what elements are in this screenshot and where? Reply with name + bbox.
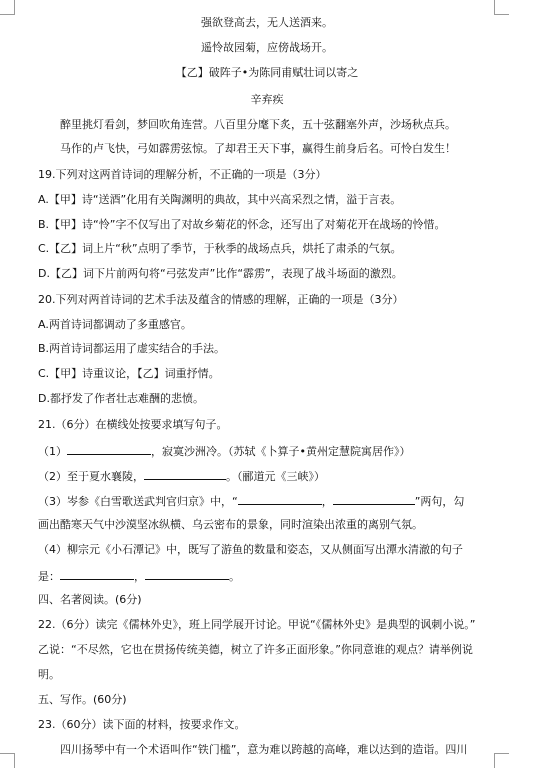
text-line: 明。 <box>38 668 60 681</box>
question-20: 20.下列对两首诗词的艺术手法及蕴含的情感的理解，正确的一项是（3分） <box>38 293 404 306</box>
answer-blank[interactable] <box>145 568 229 580</box>
question-19: 19.下列对这两首诗词的理解分析，不正确的一项是（3分） <box>38 168 327 181</box>
question-23: 23.（60分）读下面的材料，按要求作文。 <box>38 718 246 731</box>
poem-author: 辛弃疾 <box>250 93 284 106</box>
fill-blank-item: （1） ，寂寞沙洲冷。（苏轼《卜算子•黄州定慧院寓居作》） <box>38 445 411 458</box>
question-22: 22.（6分）读完《儒林外史》，班上同学展开讨论。甲说“《儒林外史》是典型的讽刺小说。” <box>38 618 476 631</box>
option-b: B.【甲】诗“怜”字不仅写出了对故乡菊花的怀念，还写出了对菊花开在战场的怜惜。 <box>38 218 446 231</box>
text-line: 四川扬琴中有一个术语叫作“铁门槛”，意为难以跨越的高峰，难以达到的造诣。四川 <box>60 743 468 756</box>
option-d: D.都抒发了作者壮志难酬的悲愤。 <box>38 392 204 405</box>
answer-blank[interactable] <box>333 493 415 505</box>
text-line: 画出酷寒天气中沙漠坚冰纵横、乌云密布的景象，同时渲染出浓重的离别气氛。 <box>38 518 423 531</box>
option-d: D.【乙】词下片前两句将“弓弦发声”比作“霹雳”，表现了战斗场面的激烈。 <box>38 267 403 280</box>
poem-title: 【乙】破阵子•为陈同甫赋壮词以寄之 <box>175 66 359 79</box>
text-line: 乙说：“不尽然，它也在贯扬传统美德，树立了许多正面形象。”你同意谁的观点？请举例说 <box>38 643 473 656</box>
poem-line: 遥怜故园菊，应傍战场开。 <box>201 41 333 54</box>
fill-blank-item: 是： ， 。 <box>38 570 240 583</box>
option-a: A.两首诗词都调动了多重感官。 <box>38 318 192 331</box>
option-b: B.两首诗词都运用了虚实结合的手法。 <box>38 342 226 355</box>
answer-blank[interactable] <box>60 568 134 580</box>
poem-line: 强欲登高去，无人送酒来。 <box>201 16 333 29</box>
answer-blank[interactable] <box>238 493 322 505</box>
poem-line: 马作的卢飞快，弓如霹雳弦惊。了却君王天下事，赢得生前身后名。可怜白发生！ <box>60 142 456 155</box>
page-corner-mark <box>494 0 509 15</box>
section-heading: 四、名著阅读。(6分) <box>38 593 142 606</box>
section-heading: 五、写作。(60分) <box>38 693 127 706</box>
fill-blank-item: （4）柳宗元《小石潭记》中，既写了游鱼的数量和姿态，又从侧面写出潭水清澈的句子 <box>38 543 463 556</box>
option-c: C.【甲】诗重议论，【乙】词重抒情。 <box>38 367 220 380</box>
poem-line: 醉里挑灯看剑，梦回吹角连营。八百里分麾下炙，五十弦翻塞外声，沙场秋点兵。 <box>60 118 456 131</box>
page-corner-mark <box>0 0 15 15</box>
page-corner-mark <box>0 753 15 768</box>
answer-blank[interactable] <box>144 468 226 480</box>
page-corner-mark <box>494 753 509 768</box>
answer-blank[interactable] <box>67 443 151 455</box>
fill-blank-item: （2）至于夏水襄陵， 。（郦道元《三峡》） <box>38 470 325 483</box>
fill-blank-item: （3）岑参《白雪歌送武判官归京》中，“ ， ”两句，勾 <box>38 495 465 508</box>
option-a: A.【甲】诗“送酒”化用有关陶渊明的典故，其中兴高采烈之情，溢于言表。 <box>38 193 402 206</box>
option-c: C.【乙】词上片“秋”点明了季节，于秋季的战场点兵，烘托了肃杀的气氛。 <box>38 242 402 255</box>
question-21: 21.（6分）在横线处按要求填写句子。 <box>38 418 228 431</box>
